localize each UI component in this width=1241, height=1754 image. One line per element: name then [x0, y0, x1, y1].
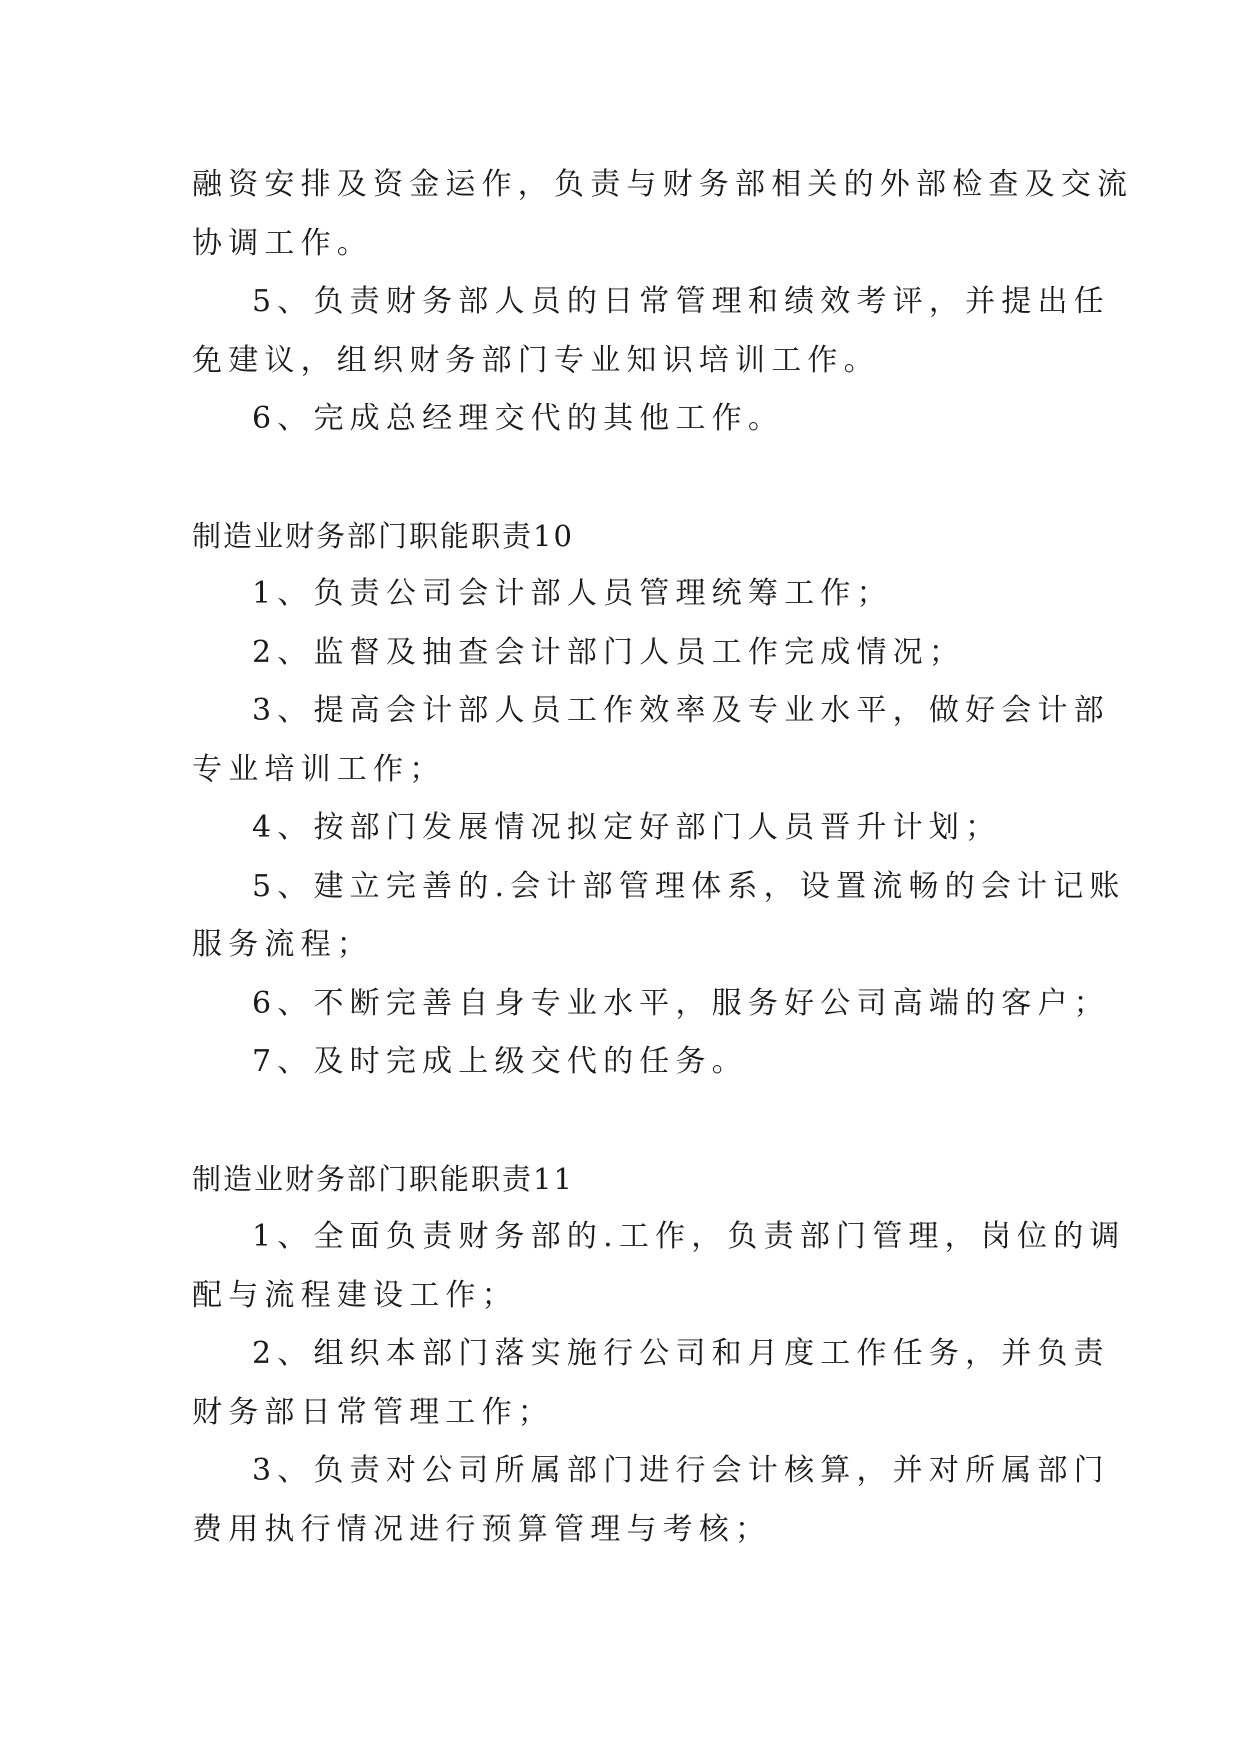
list-item-line: 1、负责公司会计部人员管理统筹工作； — [252, 576, 893, 611]
list-item-line: 5、负责财务部人员的日常管理和绩效考评，并提出任 — [252, 284, 1110, 319]
list-item-line: 服务流程； — [192, 927, 373, 962]
list-item-line: 2、监督及抽查会计部门人员工作完成情况； — [252, 634, 966, 670]
list-item-5 — [192, 273, 1110, 390]
list-item-line: 6、完成总经理交代的其他工作。 — [252, 401, 785, 436]
list-item-line: 财务部日常管理工作； — [192, 1394, 554, 1430]
section-heading: 制造业财务部门职能职责10 — [192, 518, 574, 553]
list-item-line: 5、建立完善的.会计部管理体系，设置流畅的会计记账 — [252, 868, 1126, 904]
continued-paragraph — [192, 156, 1134, 273]
list-item-6 — [192, 390, 1050, 449]
list-item-line: 6、不断完善自身专业水平，服务好公司高端的客户； — [252, 985, 1110, 1021]
list-item-line: 配与流程建设工作； — [192, 1277, 518, 1313]
list-item-line: 免建议，组织财务部门专业知识培训工作。 — [192, 342, 880, 378]
document-page — [192, 156, 1134, 1559]
section-11 — [192, 1150, 1126, 1560]
paragraph-line: 协调工作。 — [192, 225, 373, 261]
list-item-line: 3、提高会计部人员工作效率及专业水平，做好会计部 — [252, 693, 1110, 728]
list-item-line: 2、组织本部门落实施行公司和月度工作任务，并负责 — [252, 1336, 1110, 1371]
list-item-line: 3、负责对公司所属部门进行会计核算，并对所属部门 — [252, 1453, 1110, 1488]
list-item-line: 专业培训工作； — [192, 751, 446, 787]
list-item-line: 7、及时完成上级交代的任务。 — [252, 1044, 748, 1079]
section-heading: 制造业财务部门职能职责11 — [192, 1161, 574, 1196]
section-10 — [192, 507, 1126, 1092]
section-spacer — [192, 449, 1050, 507]
list-item-line: 1、全面负责财务部的.工作，负责部门管理，岗位的调 — [252, 1219, 1126, 1254]
list-item-line: 费用执行情况进行预算管理与考核； — [192, 1511, 772, 1547]
paragraph-line: 融资安排及资金运作，负责与财务部相关的外部检查及交流 — [192, 167, 1134, 202]
section-spacer — [192, 1092, 1050, 1150]
list-item-line: 4、按部门发展情况拟定好部门人员晋升计划； — [252, 810, 1002, 845]
